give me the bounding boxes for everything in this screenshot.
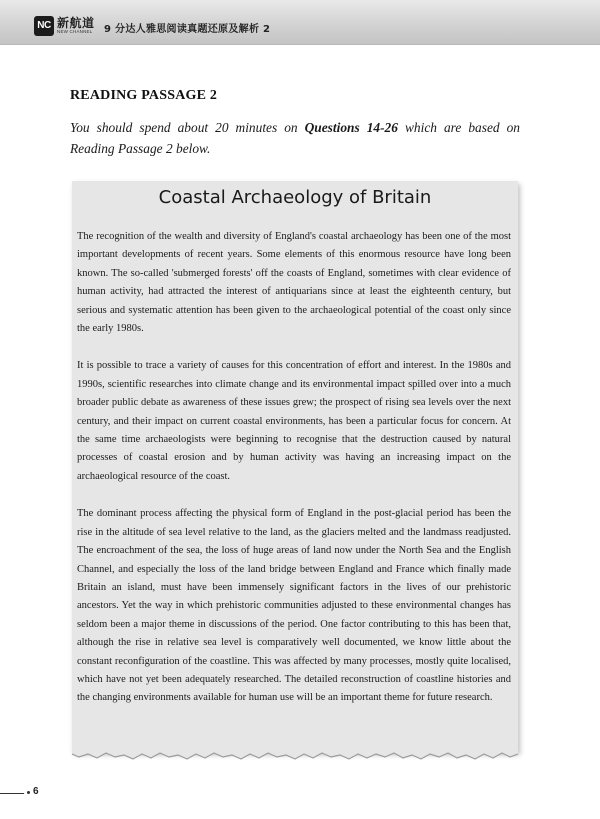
instruction-text [70, 117, 520, 159]
instruction-questions: Questions 14-26 [304, 120, 398, 135]
page-number: 6 [33, 786, 39, 797]
passage-title: Coastal Archaeology of Britain [158, 187, 432, 208]
section-heading: READING PASSAGE 2 [70, 88, 218, 103]
logo-text [57, 17, 95, 35]
passage-paragraph-3: The dominant process affecting the physical form of England in the post-glacial period has been the rise in the altitude of sea level relative to the land, as the glaciers melted and the landmass readjusted. The encroachment of the sea, the loss of huge areas of land now under the North Sea and the English Channel, and especially the loss of the land bridge between England and France which finally made Britain an island, must have been immensely significant factors in the lives of our prehistoric ancestors. Yet the way in which prehistoric communities adjusted to these environmental changes has seldom been a major theme in discussions of the period. One factor contributing to this has been that, although the rise in relative sea level is comparatively well documented, we know little about the constant reconfiguration of the coastline. This was affected by many processes, mostly quite localised, which have not yet been adequately researched. The detailed reconstruction of coastline histories and the changing environments available for human use will be an important theme for future research. [77, 508, 511, 704]
logo-mark: NC [34, 16, 54, 36]
page-header [0, 0, 600, 45]
book-title: 9 分达人雅思阅读真题还原及解析 2 [104, 24, 271, 35]
torn-paper-edge [72, 748, 518, 762]
instruction-pre: You should spend about 20 minutes on [70, 120, 305, 135]
instruction-post: which are based on Reading Passage 2 below. [70, 120, 520, 156]
passage-paragraph-1: The recognition of the wealth and diversity of England's coastal archaeology has been one of the most important developments of recent years. Some elements of this enormous resource have long been known. The so-called 'submerged forests' off the coasts of England, sometimes with clear evidence of human activity, had attracted the interest of antiquarians since at least the eighteenth century, but serious and systematic attention has been given to the archaeological potential of the coast only since the early 1980s. [77, 231, 511, 335]
passage-body [77, 228, 511, 727]
passage-paragraph-2: It is possible to trace a variety of causes for this concentration of effort and interest. In the 1980s and 1990s, scientific researches into climate change and its environmental impact spilled over into a much broader public debate as awareness of these issues grew; the prospect of rising sea levels over the next century, and their impact on current coastal environments, has been a particular focus for concern. At the same time archaeologists were beginning to recognise that the destruction caused by natural processes of coastal erosion and by human activity was having an increasing impact on the archaeological resource of the coast. [77, 360, 511, 482]
footer-dot [27, 791, 30, 794]
passage-box [72, 181, 518, 752]
logo-chinese-name: 新航道 [57, 16, 95, 31]
brand-logo [34, 14, 95, 38]
logo-english-name: NEW CHANNEL [57, 29, 93, 35]
footer-rule [0, 793, 24, 794]
